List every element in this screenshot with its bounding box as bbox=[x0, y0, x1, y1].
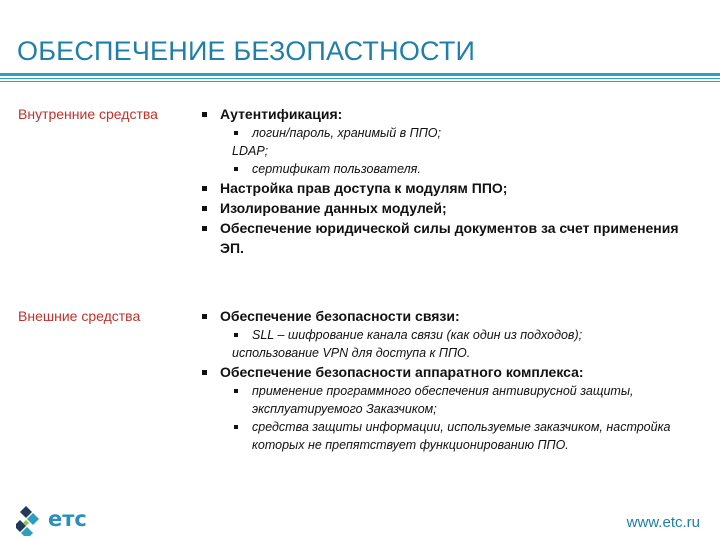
logo-text: етс bbox=[48, 507, 87, 531]
bullet-authentication: Аутентификация: bbox=[200, 104, 700, 124]
page-title: ОБЕСПЕЧЕНИЕ БЕЗОПАСТНОСТИ bbox=[17, 36, 476, 66]
bullet-hardware-security: Обеспечение безопасности аппаратного комплекса: bbox=[200, 362, 700, 382]
sub-bullet-info-protection: средства защиты информации, используемые заказчиком, настройка которых не препятствует функционированию ППО. bbox=[200, 418, 700, 454]
bullet-data-isolation: Изолирование данных модулей; bbox=[200, 198, 700, 218]
bullet-communication-security: Обеспечение безопасности связи: bbox=[200, 306, 700, 326]
logo-mark-icon bbox=[16, 504, 46, 536]
title-underline bbox=[0, 73, 720, 87]
sub-bullet-vpn: использование VPN для доступа к ППО. bbox=[232, 346, 471, 360]
etc-logo bbox=[16, 504, 126, 536]
external-means-list bbox=[200, 306, 700, 454]
sub-bullet-ldap: LDAP; bbox=[232, 144, 269, 158]
sub-bullet-sll: SLL – шифрование канала связи (как один из подходов); bbox=[200, 326, 700, 344]
footer-url[interactable]: www.etc.ru bbox=[626, 514, 700, 531]
bullet-access-rights: Настройка прав доступа к модулям ППО; bbox=[200, 178, 700, 198]
bullet-legal-force: Обеспечение юридической силы документов за счет применения ЭП. bbox=[200, 218, 700, 258]
sub-bullet-antivirus: применение программного обеспечения антивирусной защиты, эксплуатируемого Заказчиком; bbox=[200, 382, 700, 418]
sub-bullet-certificate: сертификат пользователя. bbox=[200, 160, 700, 178]
internal-means-list bbox=[200, 104, 700, 258]
external-means-label: Внешние средства bbox=[18, 308, 141, 324]
sub-bullet-login-password: логин/пароль, хранимый в ППО; bbox=[200, 124, 700, 142]
internal-means-label: Внутренние средства bbox=[18, 106, 158, 122]
